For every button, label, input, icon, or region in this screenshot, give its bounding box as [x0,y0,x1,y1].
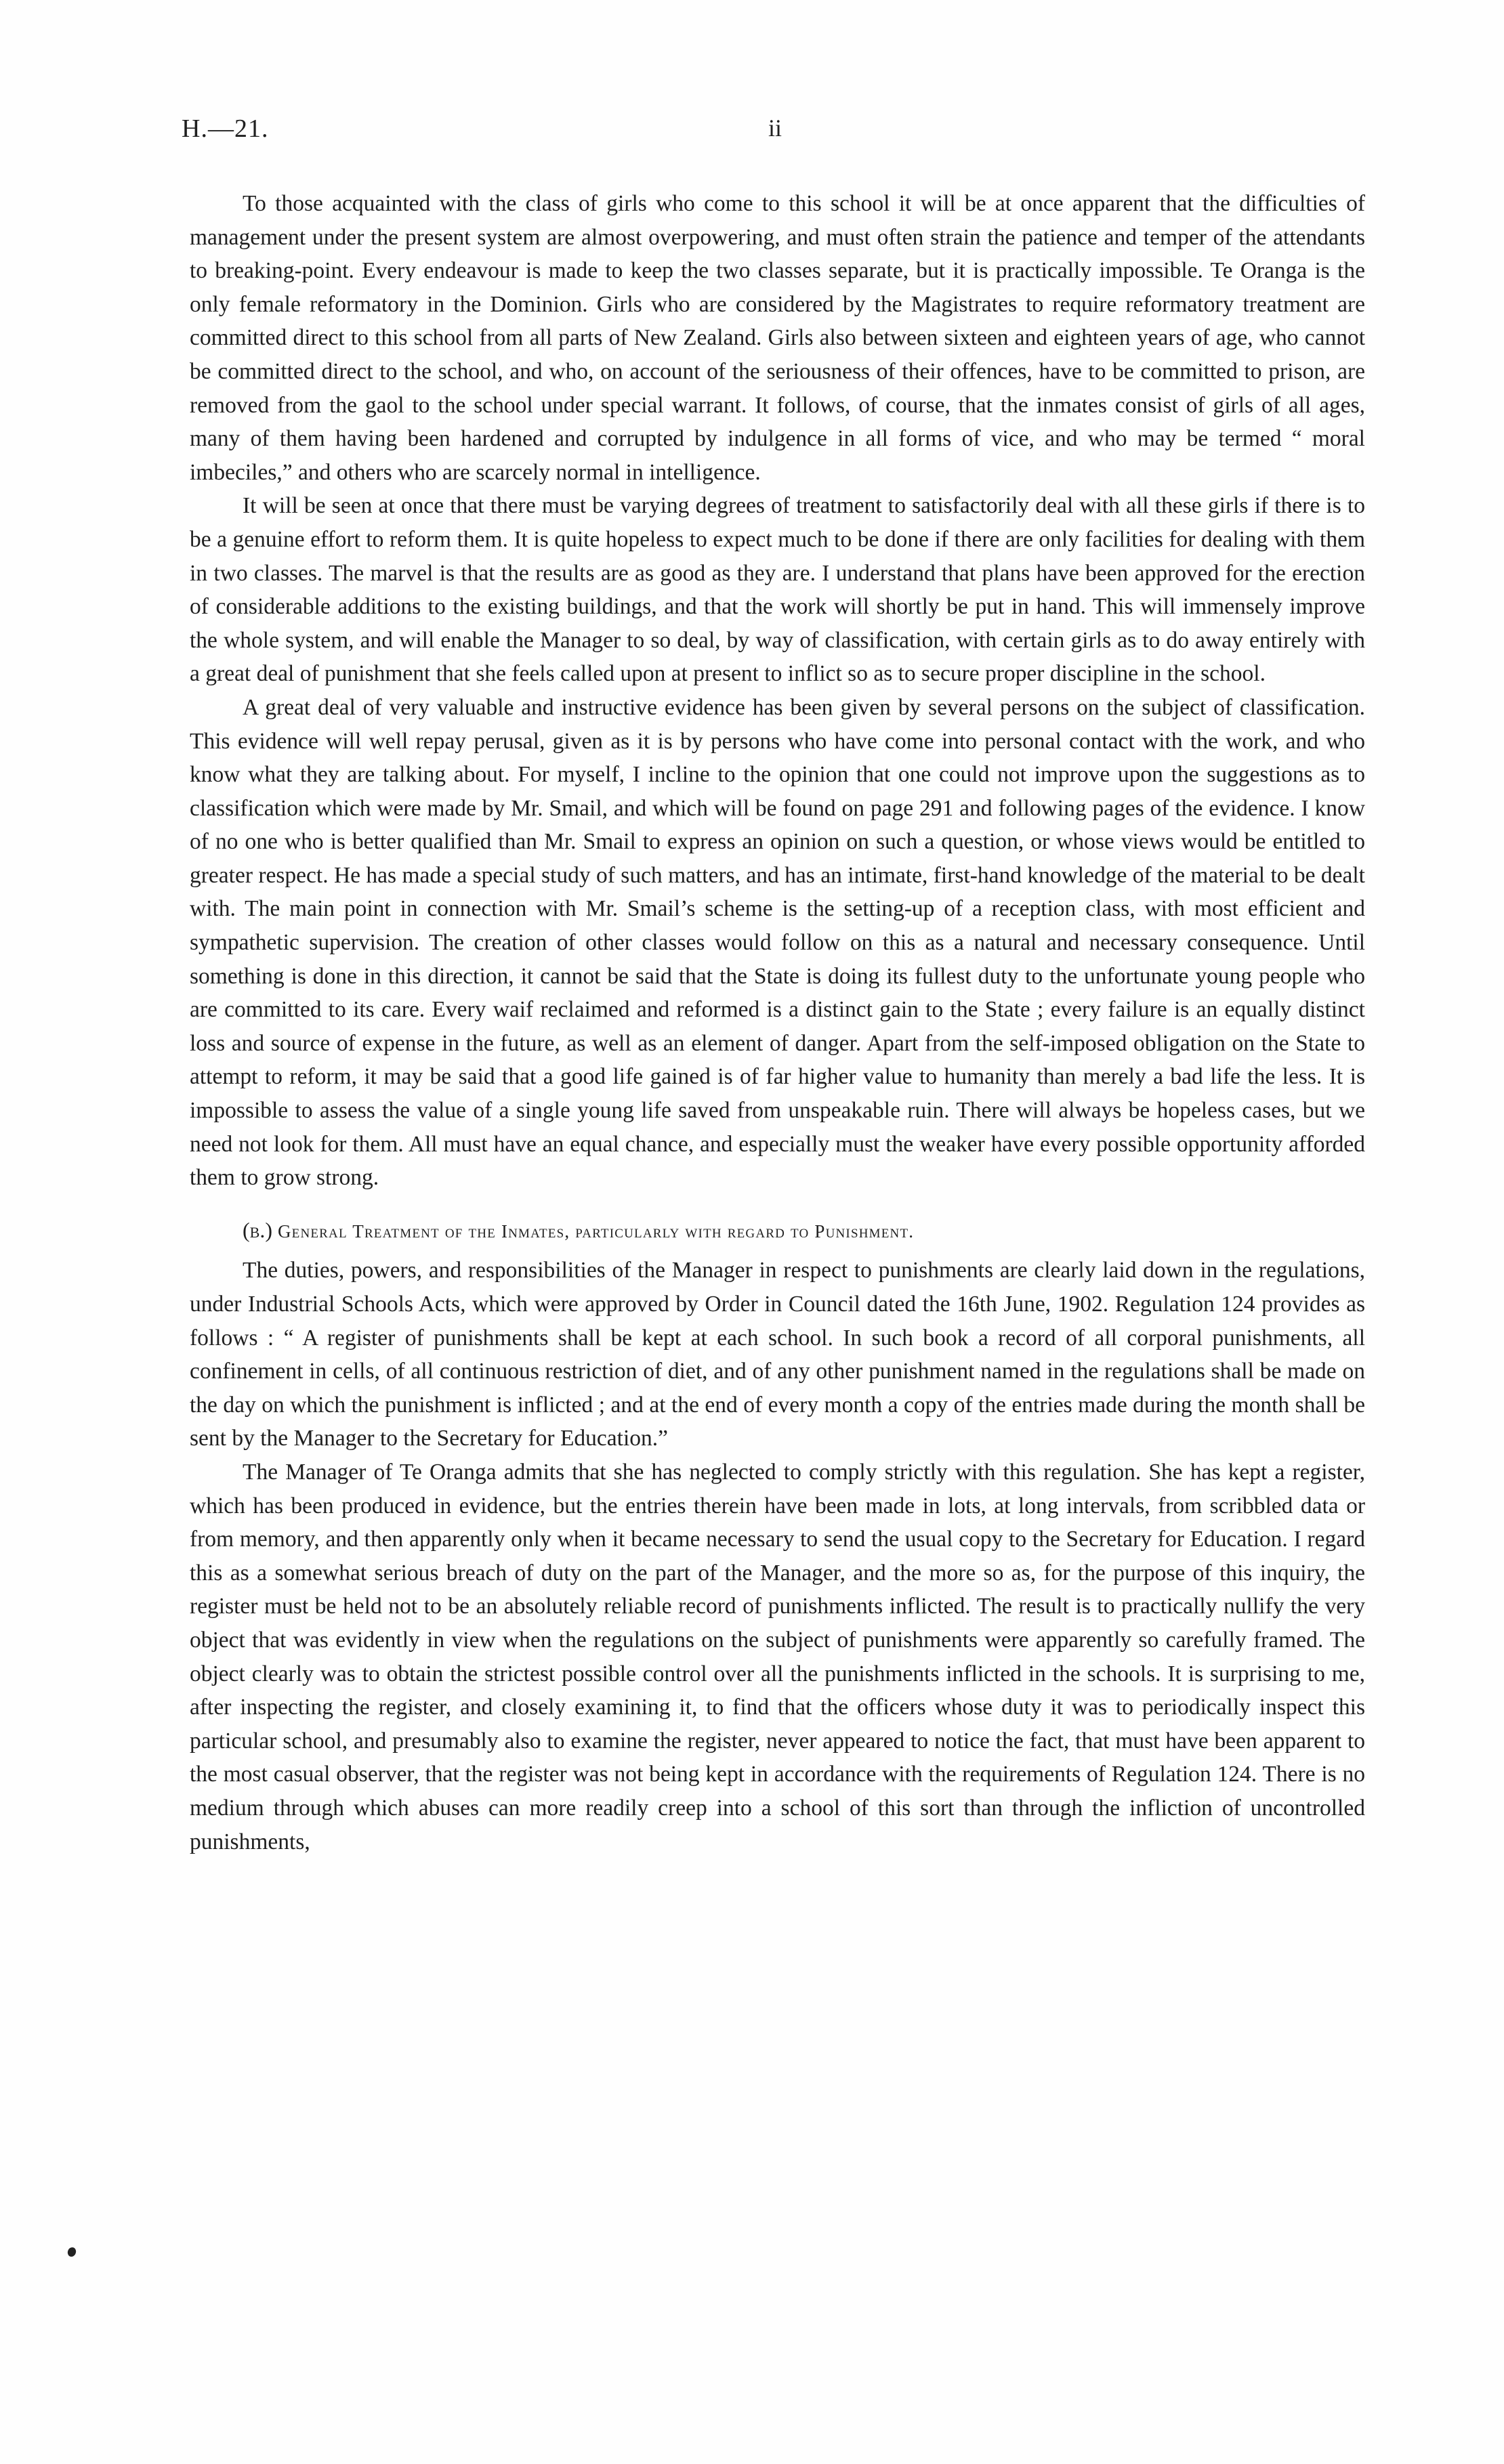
paragraph: A great deal of very valuable and instructive evidence has been given by several persons on the subject of classification. This evidence will well repay perusal, given as it is by persons who have come into personal contact with the work, and who know what they are talking about. For myself, I incline to the opinion that one could not improve upon the suggestions as to classification which were made by Mr. Smail, and which will be found on page 291 and following pages of the evidence. I know of no one who is better qualified than Mr. Smail to express an opinion on such a question, or whose views would be entitled to greater respect. He has made a special study of such matters, and has an intimate, first-hand knowledge of the material to be dealt with. The main point in connection with Mr. Smail’s scheme is the setting-up of a reception class, with most efficient and sympathetic supervision. The creation of other classes would follow on this as a natural and necessary consequence. Until something is done in this direction, it cannot be said that the State is doing its fullest duty to the unfortunate young people who are committed to its care. Every waif reclaimed and reformed is a distinct gain to the State ; every failure is an equally distinct loss and source of expense in the future, as well as an element of danger. Apart from the self-imposed obligation on the State to attempt to reform, it may be said that a good life gained is of far higher value to humanity than merely a bad life the less. It is impossible to assess the value of a single young life saved from unspeakable ruin. There will always be hopeless cases, but we need not look for them. All must have an equal chance, and especially must the weaker have every possible opportunity afforded them to grow strong. [190,694,1365,1191]
section-title: General Treatment of the Inmates, particularly with regard to Punishment. [277,1220,915,1241]
ink-mark [66,2246,77,2257]
paragraph: The Manager of Te Oranga admits that she has neglected to comply strictly with this regulation. She has kept a register, which has been produced in evidence, but the entries therein have been made in lots, at long intervals, from scribbled data or from memory, and then apparently only when it became necessary to send the usual copy to the Secretary for Education. I regard this as a somewhat serious breach of duty on the part of the Manager, and the more so as, for the purpose of this inquiry, the register must be held not to be an absolutely reliable record of punishments inflicted. The result is to practically nullify the very object that was evidently in view when the regulations on the subject of punishments were apparently so carefully framed. The object clearly was to obtain the strictest possible control over all the punishments inflicted in the schools. It is surprising to me, after inspecting the register, and closely examining it, to find that the officers whose duty it was to periodically inspect this particular school, and presumably also to examine the register, never appeared to notice the fact, that must have been apparent to the most casual observer, that the register was not being kept in accordance with the requirements of Regulation 124. There is no medium through which abuses can more readily creep into a school of this sort than through the infliction of uncontrolled punishments, [190,1459,1365,1854]
paragraph: It will be seen at once that there must be varying degrees of treatment to satisfactorily deal with all these girls if there is to be a genuine effort to reform them. It is quite hopeless to expect much to be done if there are only facilities for dealing with them in two classes. The marvel is that the results are as good as they are. I understand that plans have been approved for the erection of considerable additions to the existing buildings, and that the work will shortly be put in hand. This will immensely improve the whole system, and will enable the Manager to so deal, by way of classification, with certain girls as to do away entirely with a great deal of punishment that she feels called upon at present to inflict so as to secure proper discipline in the school. [190,493,1365,687]
section-number: (b.) [243,1217,272,1242]
paragraph: The duties, powers, and responsibilities of the Manager in respect to punishments are clearly laid down in the regulations, under Industrial Schools Acts, which were approved by Order in Council dated the 16th June, 1902. Regulation 124 provides as follows : “ A register of punishments shall be kept at each school. In such book a record of all corporal punishments, all confinement in cells, of all continuous restriction of diet, and of any other punishment named in the regulations shall be made on the day on which the punishment is inflicted ; and at the end of every month a copy of the entries made during the month shall be sent by the Manager to the Secretary for Education.” [190,1258,1365,1451]
document-code: H.—21. [182,114,269,143]
paragraph: To those acquainted with the class of girls who come to this school it will be at once apparent that the difficulties of management under the present system are almost overpowering, and must often strain the patience and temper of the attendants to breaking-point. Every endeavour is made to keep the two classes separate, but it is practically impossible. Te Oranga is the only female reformatory in the Dominion. Girls who are considered by the Magistrates to require reformatory treatment are committed direct to this school from all parts of New Zealand. Girls also between sixteen and eighteen years of age, who cannot be committed direct to the school, and who, on account of the seriousness of their offences, have to be committed to prison, are removed from the gaol to the school under special warrant. It follows, of course, that the inmates consist of girls of all ages, many of them having been hardened and corrupted by indulgence in all forms of vice, and who may be termed “ moral imbeciles,” and others who are scarcely normal in intelligence. [190,191,1365,485]
section-heading [190,1214,1365,1249]
body-text [190,187,1365,1858]
page-number: ii [768,114,782,142]
page-header [182,114,1374,154]
